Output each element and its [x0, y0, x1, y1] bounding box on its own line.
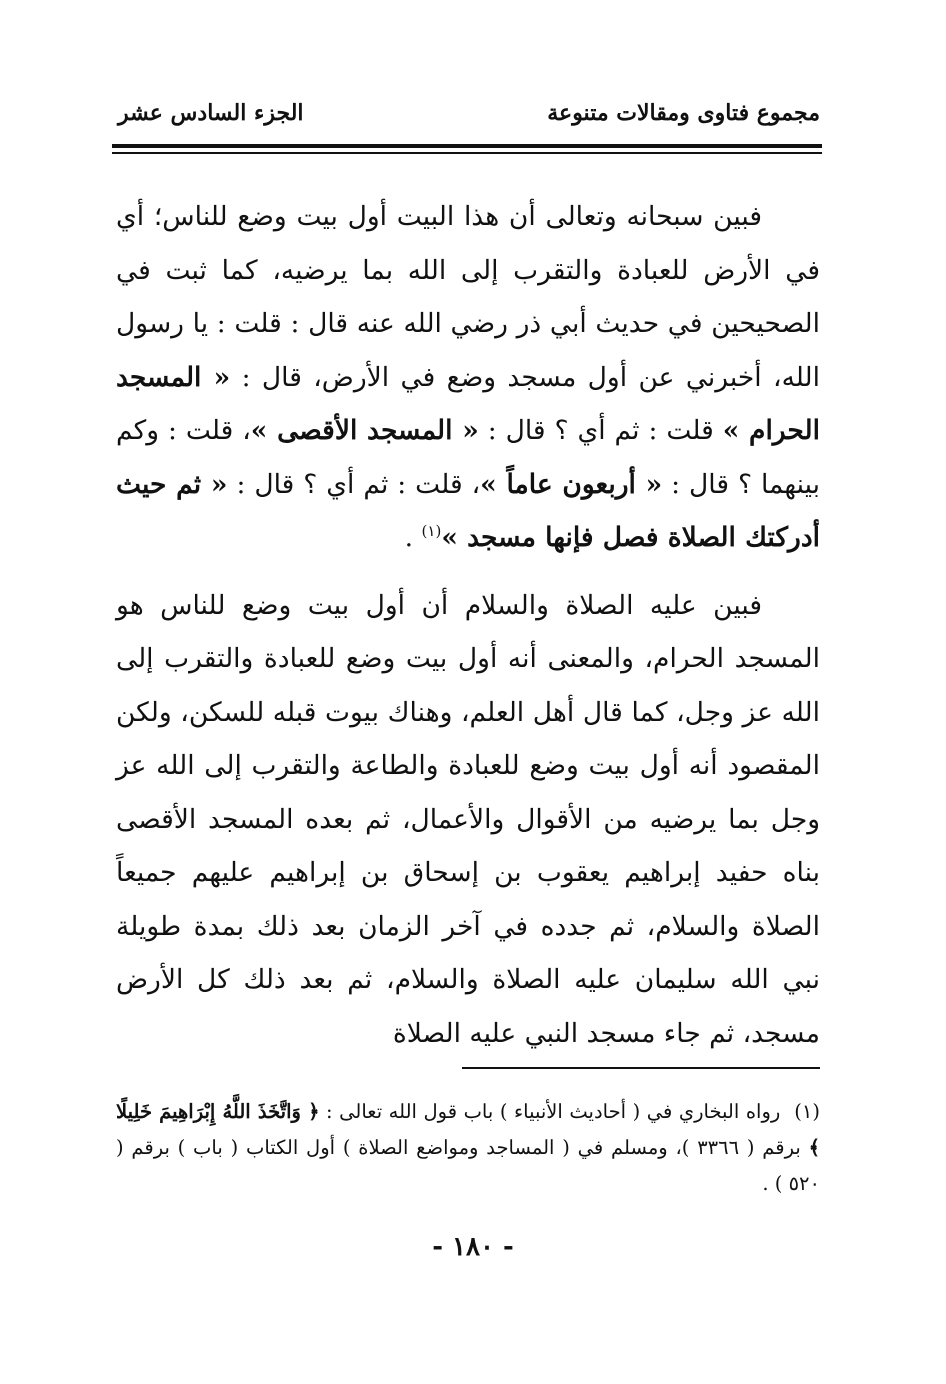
paragraph-2: فبين عليه الصلاة والسلام أن أول بيت وضع للناس هو المسجد الحرام، والمعنى أنه أول بيت وضع للعبادة والتقرب إلى الله عز وجل، كما قال أهل العلم، وهناك بيوت قبله للسكن، ولكن المقصود أنه أول بيت وضع للعبادة والطاعة والتقرب إلى الله عز وجل بما يرضيه من الأقوال والأعمال، ثم بعده المسجد الأقصى بناه حفيد إبراهيم يعقوب بن إسحاق بن إبراهيم عليهم جميعاً الصلاة والسلام، ثم جدده في آخر الزمان بعد ذلك بمدة طويلة نبي الله سليمان عليه الصلاة والسلام، ثم بعد ذلك كل الأرض مسجد، ثم جاء مسجد النبي عليه الصلاة — [116, 589, 820, 1049]
footnote-number: (١) — [794, 1100, 820, 1123]
hadith-quote: « المسجد الأقصى » — [250, 415, 479, 446]
hadith-quote: « المسجد الحرام » — [116, 361, 820, 446]
hadith-quote: « ثم حيث أدركتك الصلاة فصل فإنها مسجد » — [116, 468, 820, 553]
hadith-quote: « أربعون عاماً » — [480, 468, 663, 500]
footnote-text — [116, 1094, 820, 1202]
paragraph-text: فبين سبحانه وتعالى أن هذا البيت أول بيت وضع للناس؛ أي في الأرض للعبادة والتقرب إلى الله بما يرضيه، كما ثبت في الصحيحين في حديث أبي ذر رضي الله عنه قال : قلت : يا رسول الله، أخبرني عن أول مسجد وضع في الأرض، قال : — [116, 201, 820, 393]
book-title: مجموع فتاوى ومقالات متنوعة — [547, 100, 820, 126]
footnote-part: رواه البخاري في ( أحاديث الأنبياء ) باب قول الله تعالى : — [326, 1100, 781, 1123]
paragraph-end: . — [404, 522, 414, 553]
paragraph-text: ، قلت : ثم أي ؟ قال : — [236, 468, 481, 500]
header-rule-thick — [112, 144, 822, 148]
paragraph-text: قلت : ثم أي ؟ قال : — [487, 415, 714, 446]
main-text — [116, 190, 820, 1060]
paragraph-1 — [116, 190, 820, 565]
footnote-reference[interactable]: (١) — [421, 522, 442, 541]
running-header — [112, 100, 820, 134]
page-number: - ١٨٠ - — [432, 1232, 514, 1262]
volume-label: الجزء السادس عشر — [118, 100, 304, 126]
quran-verse: ﴿ وَاتَّخَذَ اللَّهُ إِبْرَاهِيمَ خَلِيلًا ﴾ — [116, 1100, 820, 1159]
footnote — [116, 1094, 820, 1202]
paragraph-text: ، قلت : وكم بينهما ؟ قال : — [116, 415, 820, 500]
header-rule-thin — [112, 152, 822, 154]
footnote-separator — [462, 1067, 820, 1069]
footnote-part: برقم ( ٣٣٦٦ )، ومسلم في ( المساجد ومواضع الصلاة ) أول الكتاب ( باب ) برقم ( ٥٢٠ ) . — [116, 1136, 820, 1195]
